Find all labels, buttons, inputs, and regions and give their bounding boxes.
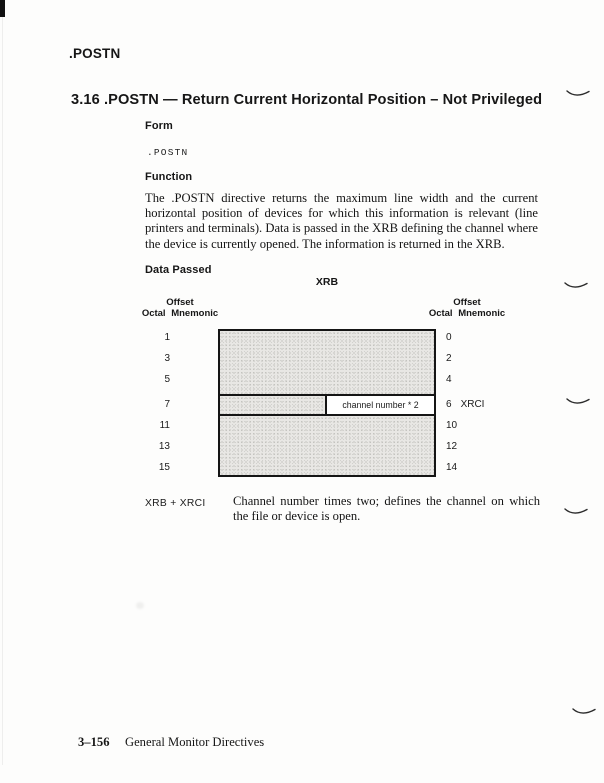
running-head: .POSTN <box>69 46 121 61</box>
offset-label-right: 14 <box>446 462 458 473</box>
xrb-diagram <box>218 329 436 477</box>
offset-header-right-line1: Offset <box>453 297 481 308</box>
offset-label-left: 1 <box>164 332 170 343</box>
page-curl-mark <box>572 703 596 712</box>
offset-label-left: 3 <box>164 353 170 364</box>
offset-label-right: 2 <box>446 353 452 364</box>
data-passed-heading: Data Passed <box>145 264 212 276</box>
xrb-diagram-title: XRB <box>315 276 339 288</box>
scan-smudge <box>136 602 144 609</box>
offset-label-left: 5 <box>164 374 170 385</box>
offset-number: 6 <box>446 399 452 410</box>
offset-label-left: 7 <box>164 399 170 410</box>
offset-label-right: 10 <box>446 420 458 431</box>
function-heading: Function <box>145 171 193 183</box>
offset-header-left <box>137 297 223 319</box>
section-heading: 3.16 .POSTN — Return Current Horizontal Position – Not Privileged <box>71 92 543 108</box>
xrb-channel-row-reserved-cell <box>220 396 327 414</box>
offset-label-left: 15 <box>158 462 170 473</box>
page-curl-mark <box>564 277 588 286</box>
offset-label-right: 0 <box>446 332 452 343</box>
form-code: .POSTN <box>147 147 189 158</box>
scan-corner-mark <box>0 0 5 17</box>
form-heading: Form <box>145 120 173 132</box>
offset-header-left-line2: Octal Mnemonic <box>141 308 219 319</box>
offset-header-right <box>424 297 510 319</box>
offset-label-right-xrci <box>446 399 516 410</box>
definition-term: XRB + XRCI <box>145 498 206 509</box>
definition-text: Channel number times two; defines the channel on which the file or device is open. <box>233 494 540 524</box>
offset-header-right-line2: Octal Mnemonic <box>428 308 506 319</box>
page-curl-mark <box>564 503 588 512</box>
page-curl-mark <box>566 393 590 402</box>
channel-number-cell: channel number * 2 <box>327 396 434 414</box>
function-text: The .POSTN directive returns the maximum line width and the current horizontal position of devices for which this information is relevant (line printers and terminals). Data is passed in the XRB defining the channel where the device is currently opened. The information is returned in the XRB. <box>145 191 538 251</box>
offset-label-right: 4 <box>446 374 452 385</box>
offset-label-right: 12 <box>446 441 458 452</box>
offset-header-left-line1: Offset <box>166 297 194 308</box>
xrb-reserved-block-top <box>220 331 434 394</box>
xrb-channel-row <box>220 394 434 416</box>
offset-label-left: 13 <box>158 441 170 452</box>
xrci-mnemonic: XRCI <box>460 399 485 410</box>
offset-label-left: 11 <box>159 420 170 431</box>
xrb-reserved-block-bottom <box>220 416 434 475</box>
footer-book-title: General Monitor Directives <box>125 735 265 749</box>
scan-edge-line <box>2 17 3 765</box>
footer-page-number: 3–156 <box>78 735 110 749</box>
